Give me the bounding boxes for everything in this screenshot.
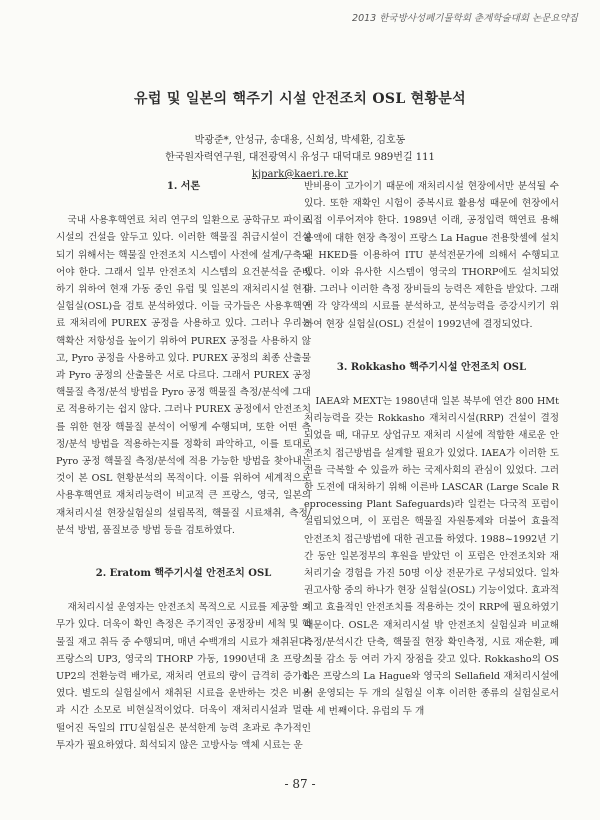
section-paragraph-euratom-osl: 재처리시설 운영자는 안전조치 목적으로 시료를 제공할 의무가 있다. 더욱이 확인 측정은 주기적인 공정장비 세척 및 핵물질 재고 취득 중 수행되며, 매년 수백개의 시료가 채취된다. 프랑스의 UP3, 영국의 THORP 가동, 1990년대 초 프랑스 UP2의 전환능력 배가로, 재처리 연료의 량이 급격히 증가하였다. 별도의 실험실에서 채취된 시료을 운반하는 것은 비용과 시간 소모로 비현실적이었다. 더욱이 재처리시설과 멀리 떨어진 독일의 ITU실험실은 분석한계 능력 초과로 추가적인 투자가 필요하였다. 희석되지 않은 고방사능 액체 시료는 운	[56, 602, 311, 751]
section-paragraph-euratom-osl-continued: 반비용이 고가이기 때문에 재처리시설 현장에서만 분석될 수 있다. 또한 재확인 시험이 중복시료 활용성 때문에 현장에서 직접 이루어져야 한다. 1989년 이래, 공정입력 핵연료 용해 용액에 대한 현장 측정이 프랑스 La Hague 전용핫셀에 설치된 HKED를 이용하여 ITU 분석전문가에 의해서 수행되고 있다. 이와 유사한 시스템이 영국의 THORP에도 설치되었다. 그러나 이러한 측정 장비들의 능력은 제한을 받았다. 그래서 각 양각색의 시료를 분석하고, 분석능력을 증강시키기 위하여 현장 실험실(OSL) 건설이 1992년에 결정되었다.	[304, 181, 559, 330]
running-header: 2013 한국방사성폐기물학회 춘계학술대회 논문요약집	[352, 13, 578, 24]
author-list: 박광준*, 안성규, 송대용, 신희성, 박세환, 김호동	[194, 135, 406, 146]
section-paragraph-introduction: 국내 사용후핵연료 처리 연구의 일환으로 공학규모 파이로 시설의 건설을 앞두고 있다. 이러한 핵물질 취급시설이 건설되기 위해서는 핵물질 안전조치 시스템이 사전에 설계/구축되어야 한다. 그래서 일부 안전조치 시스템의 요건분석을 준비하기 위하여 현재 가동 중인 유럽 및 일본의 재처리시설 현장 실험실(OSL)을 검토 분석하였다. 이들 국가들은 사용후핵연료 재처리에 PUREX 공정을 사용하고 있다. 그러나 우리는 핵확산 저항성을 높이기 위하여 PUREX 공정을 사용하지 않고, Pyro 공정을 사용하고 있다. PUREX 공정의 최종 산출물과 Pyro 공정의 산출물은 서로 다르다. 그래서 PUREX 공정 핵물질 측정/분석 방법을 Pyro 공정 핵물질 측정/분석에 그대로 적용하기는 쉽지 않다. 그러나 PUREX 공정에서 안전조치를 위한 현장 핵물질 분석이 어떻게 수행되며, 또한 어떤 측정/분석 방법을 적용하는지를 정확히 파악하고, 이를 토대로 Pyro 공정 핵물질 측정/분석에 적용 가능한 방법을 찾아내는 것이 본 OSL 현황분석의 목적이다. 이를 위하여 세계적으로 사용후핵연료 재처리능력이 비교적 큰 프랑스, 영국, 일본의 재처리시설 현장실험실의 설립목적, 핵물질 시료채취, 측정/분석 방법, 품질보증 방법 등을 검토하였다.	[56, 215, 311, 536]
paper-title: 유럽 및 일본의 핵주기 시설 안전조치 OSL 현황분석	[134, 91, 466, 107]
author-email: kjpark@kaeri.re.kr	[251, 169, 349, 180]
title-block	[0, 88, 600, 183]
right-column	[304, 178, 559, 720]
page-number: - 87 -	[284, 777, 316, 791]
left-column	[56, 178, 311, 754]
section-heading-rokkasho-osl: 3. Rokkasho 핵주기시설 안전조치 OSL	[336, 361, 527, 373]
section-heading-euratom-osl: 2. Eratom 핵주기시설 안전조치 OSL	[95, 568, 272, 580]
section-heading-introduction: 1. 서론	[166, 181, 201, 192]
affiliation: 한국원자력연구원, 대전광역시 유성구 대덕대로 989번길 111	[165, 152, 435, 163]
section-paragraph-rokkasho-osl: IAEA와 MEXT는 1980년대 일본 북부에 연간 800 HMt 처리능력을 갖는 Rokkasho 재처리시설(RRP) 건설이 결정되었을 때, 대규모 상업규모 재처리 시설에 적합한 새로운 안전조치 접근방법을 설계할 필요가 있었다. IAEA가 이러한 도전을 극복할 수 있을까 하는 국제사회의 관심이 있었다. 그러한 도전에 대처하기 위해 이른바 LASCAR (Large Scale Reprocessing Plant Safeguards)라 일컫는 다국적 포럼이 설립되었으며, 이 포럼은 핵물질 자원통제와 더불어 효율적 안전조치 접근방법에 대한 권고를 하였다. 1988~1992년 기간 동안 일본정부의 후원을 받았던 이 포럼은 안전조치와 재처리기술 경험을 가진 50명 이상 전문가로 구성되었다. 일차 권고사항 중의 하나가 현장 실험실(OSL) 기능이었다. 효과적이고 효율적인 안전조치를 적용하는 것이 RRP에 필요하였기 때문이다. OSL은 재처리시설 밖 안전조치 실험실과 비교해 측정/분석시간 단축, 핵물질 현장 확인측정, 시료 재순환, 폐기물 감소 등 여러 가지 장점을 갖고 있다. Rokkasho의 OSL은 프랑스의 La Hague와 영국의 Sellafield 재처리시설에서 운영되는 두 개의 실험실 이후 이러한 종류의 실험실로서는 세 번째이다. 유럽의 두 개	[304, 396, 559, 717]
